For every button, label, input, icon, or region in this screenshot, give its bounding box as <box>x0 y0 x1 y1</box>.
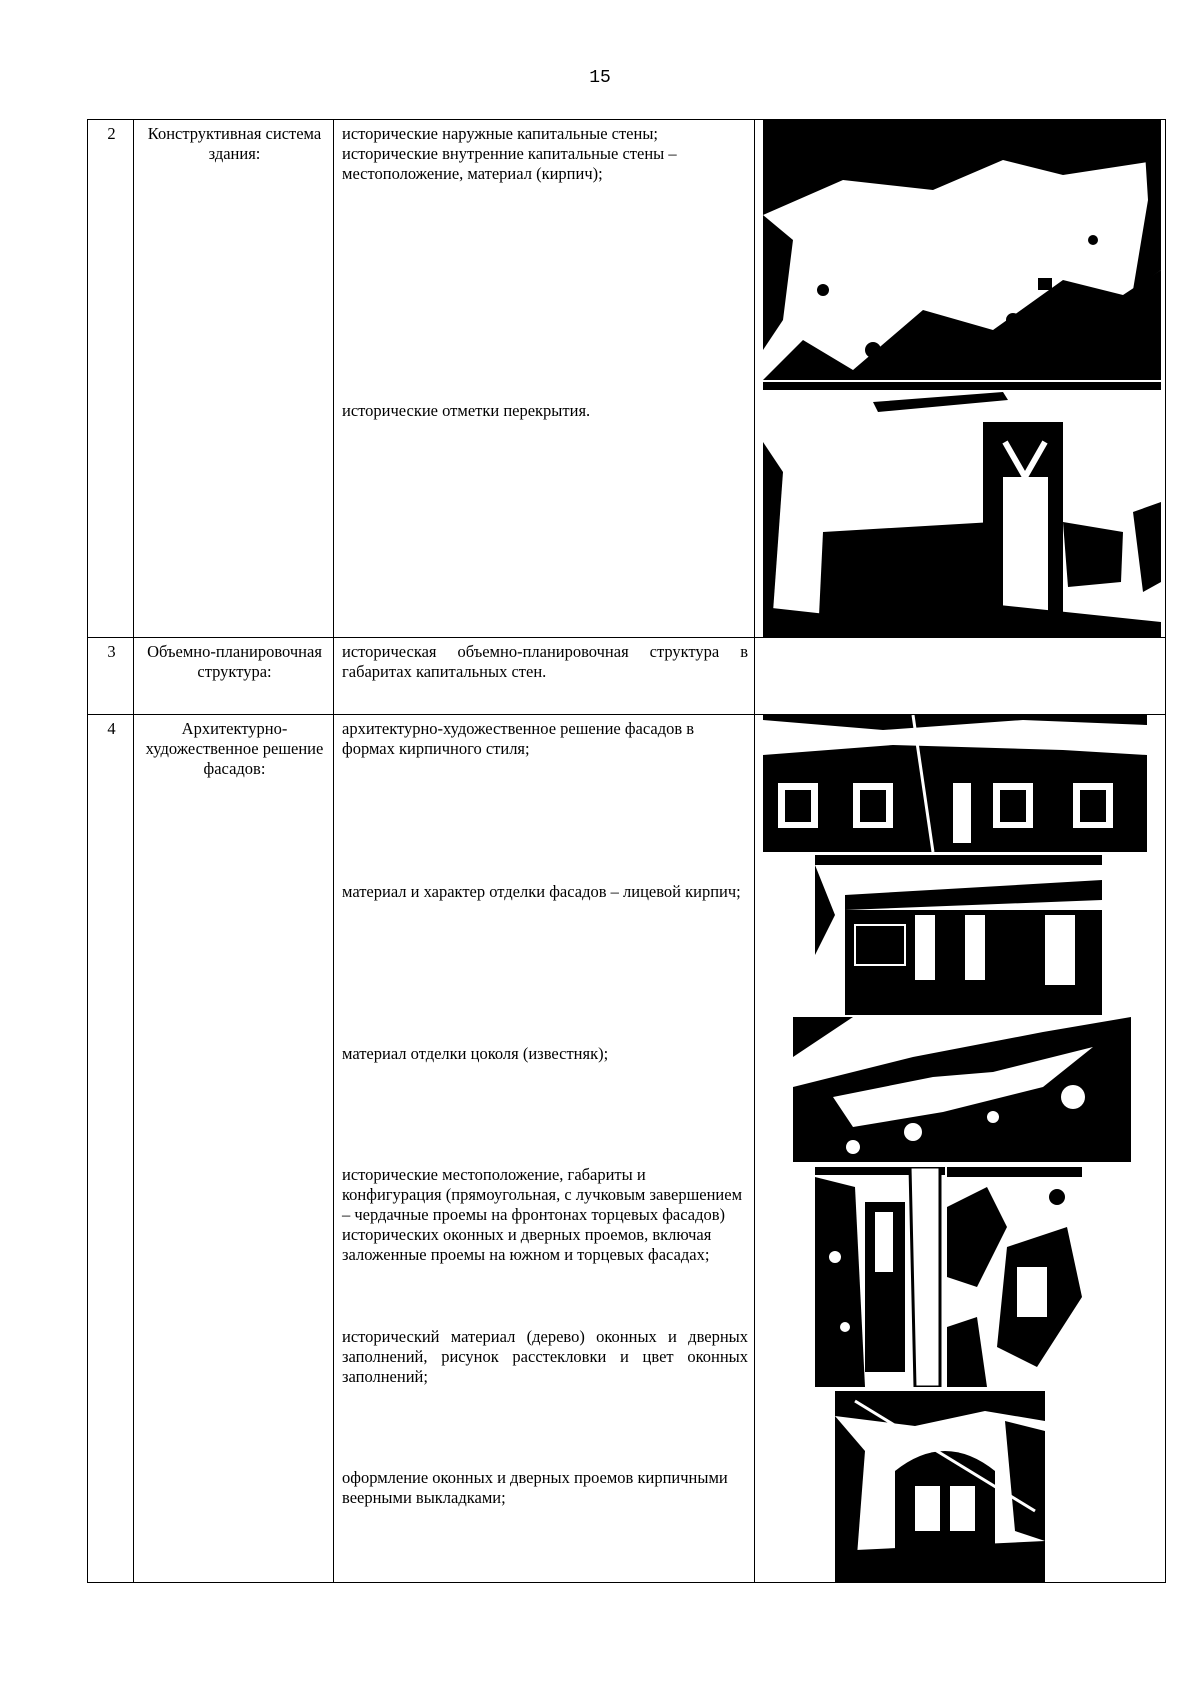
description-item: исторические отметки перекрытия. <box>342 401 591 420</box>
photo-interior-wall-doorway <box>763 382 1161 637</box>
row-category: Архитектурно-художественное решение фасадов: <box>134 715 334 1583</box>
table-row <box>88 120 1166 638</box>
row-number: 3 <box>88 638 134 715</box>
photo-facade-brick-detail <box>815 855 1102 1015</box>
page-number: 15 <box>589 68 611 88</box>
row-description <box>334 120 755 638</box>
row-description <box>334 638 755 715</box>
row-category: Объемно-планировочная структура: <box>134 638 334 715</box>
photo-window-arch-detail <box>835 1391 1045 1582</box>
photo-window-opening <box>947 1167 1082 1387</box>
description-item: исторический материал (дерево) оконных и дверных заполнений, рисунок расстекловки и цвет оконных заполнений; <box>342 1327 748 1386</box>
description-item: историческая объемно-планировочная структура в габаритах капитальных стен. <box>342 642 748 681</box>
photo-plinth-limestone <box>793 1017 1131 1162</box>
row-photos <box>755 715 1166 1583</box>
row-number: 4 <box>88 715 134 1583</box>
row-number: 2 <box>88 120 134 638</box>
description-item: материал и характер отделки фасадов – лицевой кирпич; <box>342 882 741 901</box>
description-item: исторические наружные капитальные стены; исторические внутренние капитальные стены – местоположение, материал (кирпич); <box>342 124 677 183</box>
table-row <box>88 715 1166 1583</box>
table-row <box>88 638 1166 715</box>
row-description <box>334 715 755 1583</box>
photo-facade-overview <box>763 715 1147 852</box>
protected-features-table <box>87 119 1166 1583</box>
description-item: материал отделки цоколя (известняк); <box>342 1044 609 1063</box>
description-item: архитектурно-художественное решение фасадов в формах кирпичного стиля; <box>342 719 695 758</box>
photo-gable-opening <box>815 1167 945 1387</box>
row-photos <box>755 638 1166 715</box>
description-item: исторические местоположение, габариты и конфигурация (прямоугольная, с лучковым завершением – чердачные проемы на фронтонах торцевых фасадов) исторических оконных и дверных проемов, включая заложенные проемы на южном и торцевых фасадах; <box>342 1165 743 1264</box>
description-item: оформление оконных и дверных проемов кирпичными веерными выкладками; <box>342 1468 728 1507</box>
row-category: Конструктивная система здания: <box>134 120 334 638</box>
row-photos <box>755 120 1166 638</box>
photo-exterior-brick-wall <box>763 120 1161 380</box>
